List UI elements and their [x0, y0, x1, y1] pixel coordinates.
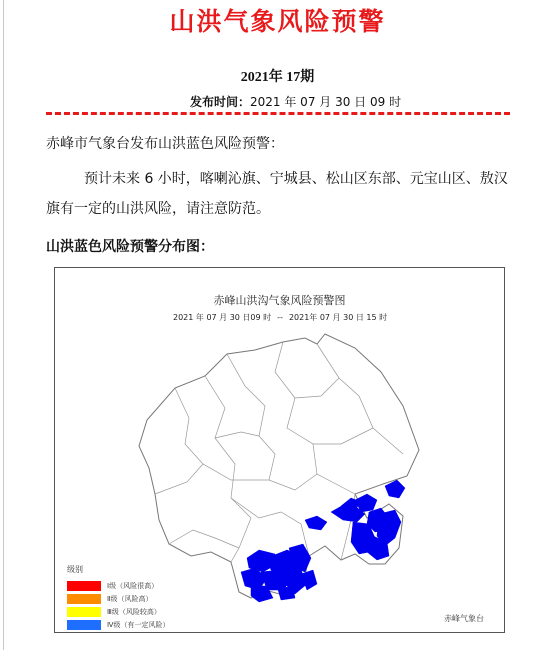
map-time-separator: --	[277, 313, 283, 322]
legend-label: Ⅰ级（风险很高）	[107, 581, 159, 590]
issue-number: 2021年 17期	[240, 70, 315, 85]
map-heading: 山洪蓝色风险预警分布图：	[46, 239, 214, 255]
legend-swatch-red	[67, 581, 101, 591]
left-margin-rule	[3, 0, 4, 650]
legend-swatch-orange	[67, 594, 101, 604]
map-time-start: 2021 年 07 月 30 日09 时	[173, 313, 272, 322]
legend-swatch-yellow	[67, 607, 101, 617]
map-time-end: 2021年 07 月 30 日 15 时	[288, 313, 388, 322]
map-agency: 赤峰气象台	[444, 614, 484, 623]
legend-swatch-blue	[67, 620, 101, 630]
legend-title: 级别	[67, 565, 83, 574]
legend-item-level-1	[67, 579, 169, 592]
publish-time	[190, 93, 470, 110]
warning-map	[54, 267, 505, 633]
legend-item-level-4	[67, 618, 169, 631]
legend-item-level-3	[67, 605, 169, 618]
legend-label: Ⅱ级（风险高）	[107, 594, 153, 603]
legend-label: Ⅳ级（有一定风险）	[107, 620, 170, 629]
publish-time-value: 2021 年 07 月 30 日 09 时	[250, 95, 402, 109]
intro-text: 赤峰市气象台发布山洪蓝色风险预警：	[46, 136, 284, 152]
publish-time-label: 发布时间：	[190, 95, 251, 109]
red-dashed-divider	[46, 112, 510, 115]
map-legend	[67, 564, 169, 631]
map-title: 赤峰山洪沟气象风险预警图	[213, 294, 346, 307]
document-title: 山洪气象风险预警	[169, 7, 386, 36]
forecast-body: 预计未来 6 小时，喀喇沁旗、宁城县、松山区东部、元宝山区、敖汉旗有一定的山洪风险，请注意防范。	[46, 171, 508, 217]
legend-label: Ⅲ级（风险较高）	[107, 607, 161, 616]
legend-item-level-2	[67, 592, 169, 605]
